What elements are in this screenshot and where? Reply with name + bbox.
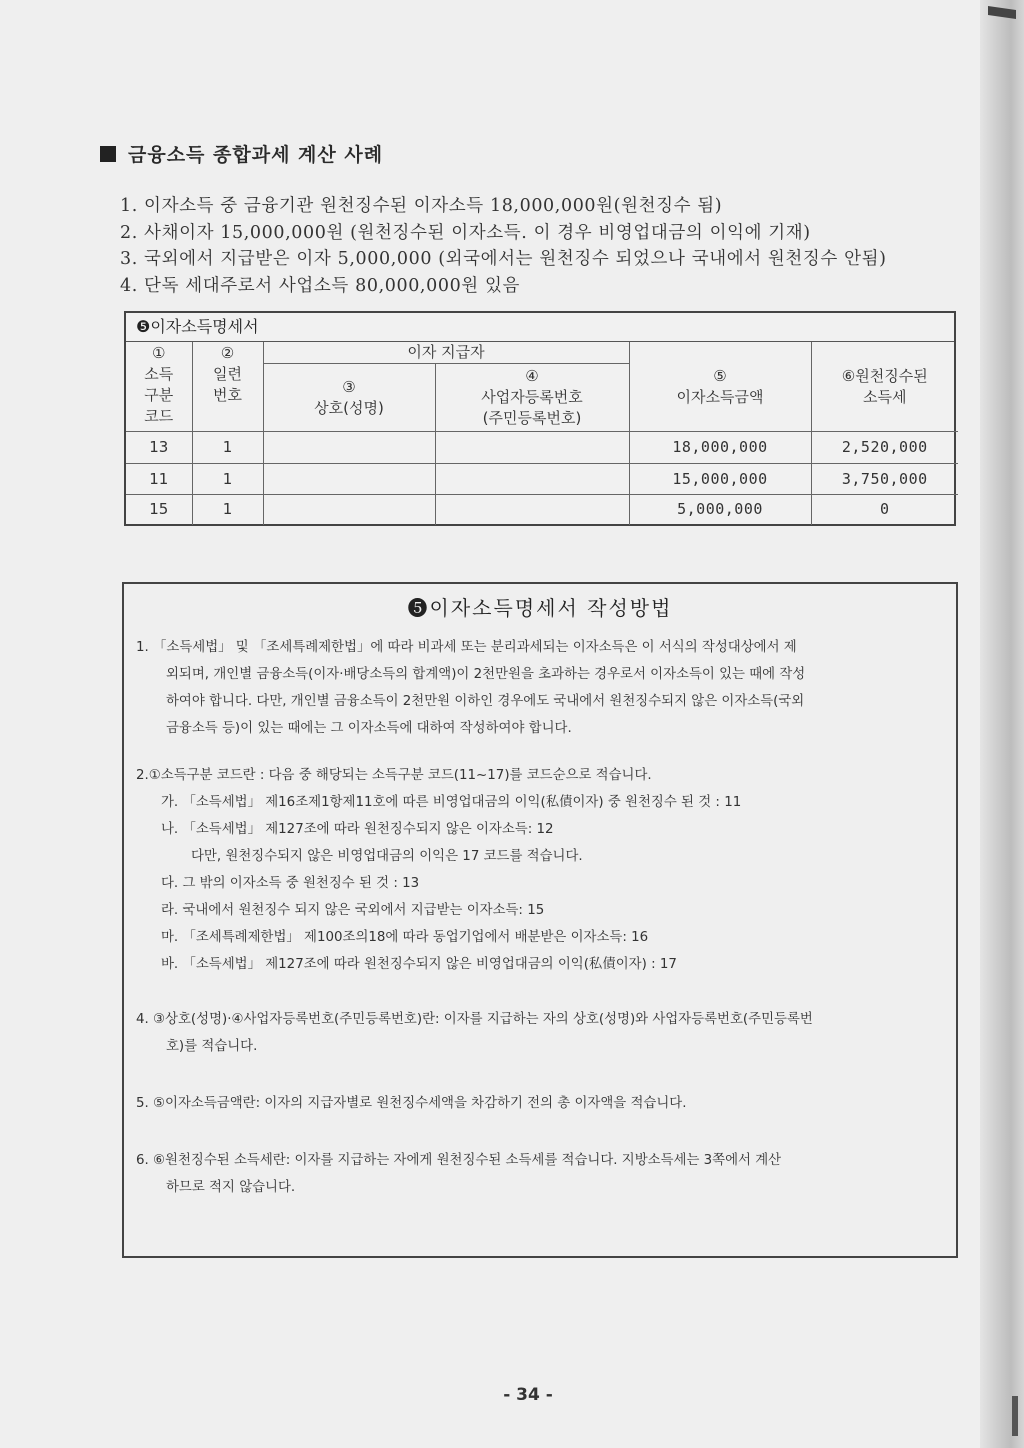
instruction-line: 바. 「소득세법」 제127조에 따라 원천징수되지 않은 비영업대금의 이익(私債이자) : 17 — [161, 957, 677, 972]
instruction-line: 호)를 적습니다. — [166, 1039, 258, 1054]
table-row — [126, 495, 958, 525]
form-title: ❺이자소득명세서 — [126, 313, 954, 342]
page-edge-shadow — [980, 0, 1024, 1448]
cell-serial: 1 — [192, 432, 263, 464]
instruction-line: 마. 「조세특례제한법」 제100조의18에 따라 동업기업에서 배분받은 이자소득: 16 — [161, 930, 649, 945]
section-heading — [100, 140, 383, 167]
header-income-code-label: 소득 구분 코드 — [144, 365, 174, 425]
cell-business-name — [263, 495, 435, 525]
cell-withheld-tax: 3,750,000 — [811, 464, 958, 495]
header-registration-number: ④ 사업자등록번호 (주민등록번호) — [435, 364, 629, 432]
header-income-code — [126, 342, 192, 432]
cell-interest-amount: 18,000,000 — [629, 432, 811, 464]
cell-registration-number — [435, 464, 629, 495]
instruction-line: 6. ⑥원천징수된 소득세란: 이자를 지급하는 자에게 원천징수된 소득세를 적습니다. 지방소득세는 3쪽에서 계산 — [136, 1153, 782, 1168]
cell-serial: 1 — [192, 464, 263, 495]
instruction-item-4 — [136, 1006, 950, 1060]
instructions-box — [122, 582, 958, 1258]
cell-income-code: 13 — [126, 432, 192, 464]
instruction-line: 다만, 원천징수되지 않은 비영업대금의 이익은 17 코드를 적습니다. — [191, 849, 583, 864]
instruction-line: 5. ⑤이자소득금액란: 이자의 지급자별로 원천징수세액을 차감하기 전의 총 이자액을 적습니다. — [136, 1096, 687, 1111]
binding-mark — [988, 6, 1016, 19]
cell-registration-number — [435, 495, 629, 525]
instruction-line: 라. 국내에서 원천징수 되지 않은 국외에서 지급받는 이자소득: 15 — [161, 903, 545, 918]
case-item: 1. 이자소득 중 금융기관 원천징수된 이자소득 18,000,000원(원천징수 됨) — [120, 196, 723, 216]
instruction-line: 외되며, 개인별 금융소득(이자·배당소득의 합계액)이 2천만원을 초과하는 경우로서 이자소득이 있는 때에 작성 — [166, 667, 806, 682]
table-row — [126, 464, 958, 495]
cell-business-name — [263, 464, 435, 495]
instruction-line: 하여야 합니다. 다만, 개인별 금융소득이 2천만원 이하인 경우에도 국내에서 원천징수되지 않은 이자소득(국외 — [166, 694, 805, 709]
instruction-line: 다. 그 밖의 이자소득 중 원천징수 된 것 : 13 — [161, 876, 420, 891]
instruction-line: 2.①소득구분 코드란 : 다음 중 해당되는 소득구분 코드(11~17)를 코드순으로 적습니다. — [136, 768, 652, 783]
instruction-line: 4. ③상호(성명)·④사업자등록번호(주민등록번호)란: 이자를 지급하는 자의 상호(성명)와 사업자등록번호(주민등록번 — [136, 1012, 813, 1027]
instructions-body — [136, 634, 950, 1201]
instruction-item-5 — [136, 1090, 950, 1117]
instruction-item-2 — [136, 762, 950, 978]
cell-interest-amount: 15,000,000 — [629, 464, 811, 495]
header-serial-number-number: ② — [220, 344, 235, 362]
cell-serial: 1 — [192, 495, 263, 525]
statement-table — [126, 342, 958, 525]
interest-income-statement-form — [124, 311, 956, 526]
instructions-title: ❺이자소득명세서 작성방법 — [407, 596, 673, 620]
cell-withheld-tax: 2,520,000 — [811, 432, 958, 464]
instruction-line: 나. 「소득세법」 제127조에 따라 원천징수되지 않은 이자소득: 12 — [161, 822, 554, 837]
cell-interest-amount: 5,000,000 — [629, 495, 811, 525]
case-item: 4. 단독 세대주로서 사업소득 80,000,000원 있음 — [120, 275, 520, 296]
square-bullet-icon — [100, 146, 116, 162]
case-item: 3. 국외에서 지급받은 이자 5,000,000 (외국에서는 원천징수 되었으나 국내에서 원천징수 안됨) — [120, 249, 887, 269]
cell-withheld-tax: 0 — [811, 495, 958, 525]
page-number: - 34 - — [503, 1385, 553, 1405]
header-serial-number — [192, 342, 263, 432]
instruction-line: 하므로 적지 않습니다. — [166, 1180, 296, 1195]
instruction-line: 1. 「소득세법」 및 「조세특례제한법」에 따라 비과세 또는 분리과세되는 이자소득은 이 서식의 작성대상에서 제 — [136, 640, 797, 655]
table-row — [126, 432, 958, 464]
case-item: 2. 사채이자 15,000,000원 (원천징수된 이자소득. 이 경우 비영업대금의 이익에 기재) — [120, 222, 811, 243]
cell-income-code: 11 — [126, 464, 192, 495]
header-income-code-number: ① — [152, 344, 166, 362]
cell-income-code: 15 — [126, 495, 192, 525]
cell-business-name — [263, 432, 435, 464]
header-interest-amount: ⑤ 이자소득금액 — [629, 342, 811, 432]
header-business-name: ③ 상호(성명) — [263, 364, 435, 432]
header-serial-number-label: 일련 번호 — [213, 365, 242, 404]
instruction-item-6 — [136, 1147, 950, 1201]
instruction-item-1 — [136, 634, 950, 742]
case-list — [120, 193, 887, 299]
section-heading-text: 금융소득 종합과세 계산 사례 — [128, 144, 384, 166]
cell-registration-number — [435, 432, 629, 464]
instruction-line: 가. 「소득세법」 제16조제1항제11호에 따른 비영업대금의 이익(私債이자) 중 원천징수 된 것 : 11 — [161, 795, 742, 810]
header-payer-group: 이자 지급자 — [263, 342, 629, 364]
instruction-line: 금융소득 등)이 있는 때에는 그 이자소득에 대하여 작성하여야 합니다. — [166, 721, 572, 736]
header-withheld-tax: ⑥원천징수된 소득세 — [811, 342, 958, 432]
